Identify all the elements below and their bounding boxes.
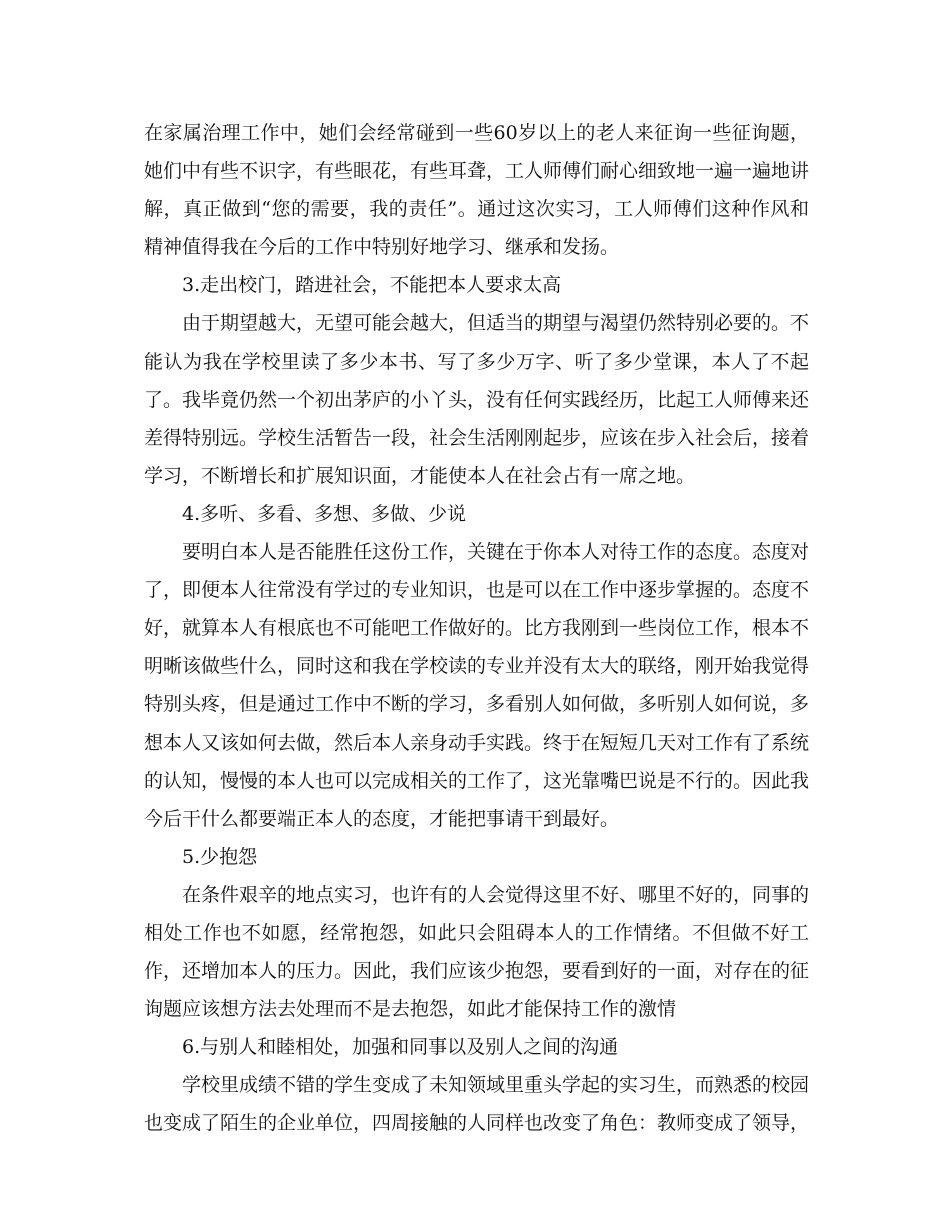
heading-section-3: 3.走出校门，踏进社会，不能把本人要求太高 (182, 274, 562, 297)
heading-section-5: 5.少抱怨 (182, 845, 258, 868)
heading-section-4: 4.多听、多看、多想、多做、少说 (182, 502, 467, 525)
paragraph-expectations: 由于期望越大，无望可能会越大，但适当的期望与渴望仍然特别必要的。不能认为我在学校里读了多少本书、写了多少万字、听了多少堂课，本人了不起了。我毕竟仍然一个初出茅庐的小丫头，没有任何实践经历，比起工人师傅来还差得特别远。学校生活暂告一段，社会生活刚刚起步，应该在步入社会后，接着学习，不断增长和扩展知识面，才能使本人在社会占有一席之地。 (144, 312, 810, 487)
paragraph-work-attitude: 要明白本人是否能胜任这份工作，关键在于你本人对待工作的态度。态度对了，即便本人往常没有学过的专业知识，也是可以在工作中逐步掌握的。态度不好，就算本人有根底也不可能吧工作做好的。比方我刚到一些岗位工作，根本不明晰该做些什么，同时这和我在学校读的专业并没有太大的联络，刚开始我觉得特别头疼，但是通过工作中不断的学习，多看别人如何做，多听别人如何说，多想本人又该如何去做，然后本人亲身动手实践。终于在短短几天对工作有了系统的认知，慢慢的本人也可以完成相关的工作了，这光靠嘴巴说是不行的。因此我今后干什么都要端正本人的态度，才能把事请干到最好。 (144, 541, 810, 830)
paragraph-role-change: 学校里成绩不错的学生变成了未知领域里重头学起的实习生，而熟悉的校园也变成了陌生的企业单位，四周接触的人同样也改变了角色：教师变成了领导， (144, 1074, 810, 1135)
document-body (144, 114, 809, 1143)
paragraph-less-complaining: 在条件艰辛的地点实习，也许有的人会觉得这里不好、哪里不好的，同事的相处工作也不如愿，经常抱怨，如此只会阻碍本人的工作情绪。不但做不好工作，还增加本人的压力。因此，我们应该少抱怨，要看到好的一面，对存在的征询题应该想方法去处理而不是去抱怨，如此才能保持工作的激情 (144, 883, 810, 1021)
heading-section-6: 6.与别人和睦相处，加强和同事以及别人之间的沟通 (182, 1036, 619, 1059)
paragraph-family-management: 在家属治理工作中，她们会经常碰到一些60岁以上的老人来征询一些征询题，她们中有些不识字，有些眼花，有些耳聋，工人师傅们耐心细致地一遍一遍地讲解，真正做到“您的需要，我的责任”。通过这次实习，工人师傅们这种作风和精神值得我在今后的工作中特别好地学习、继承和发扬。 (144, 122, 810, 259)
